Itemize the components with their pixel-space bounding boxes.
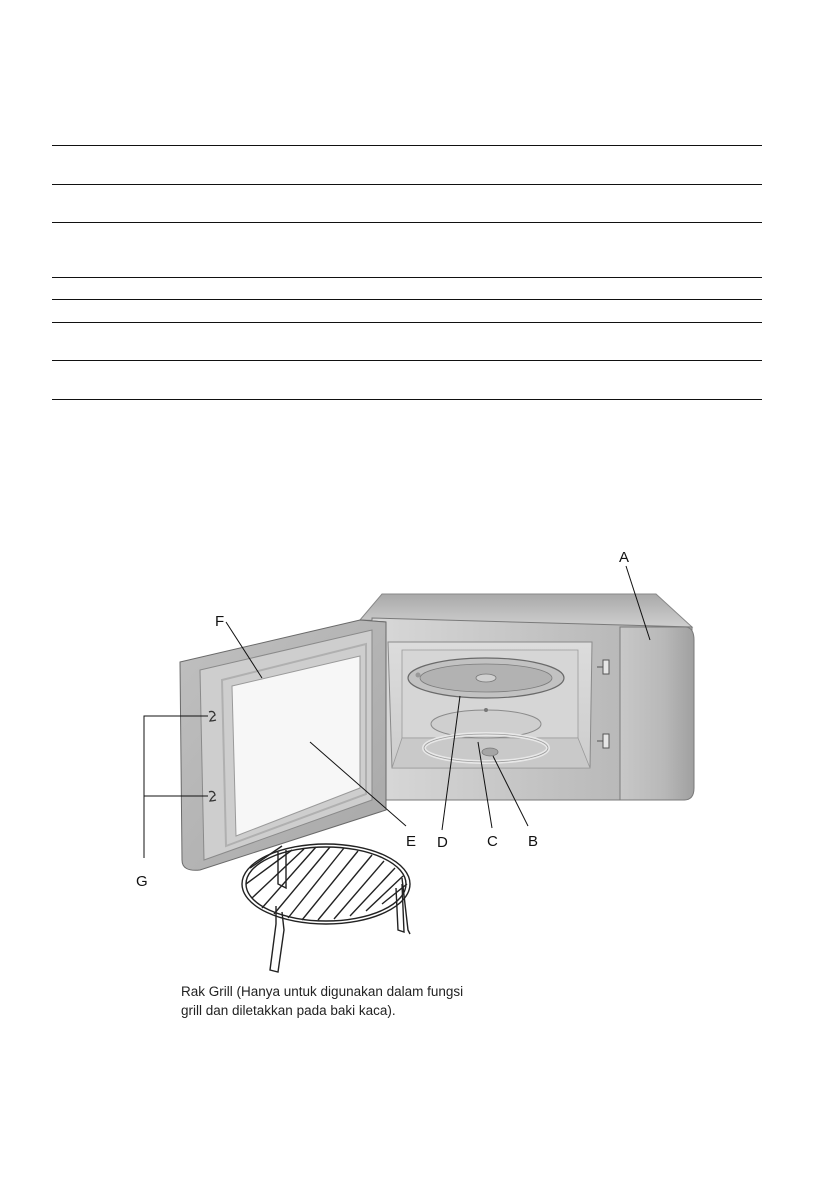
label-a: A: [619, 549, 630, 566]
table-rule-2: [52, 184, 762, 185]
table-rule-5: [52, 299, 762, 300]
table-rule-8: [52, 399, 762, 400]
label-f: F: [215, 613, 225, 630]
label-b: B: [528, 833, 539, 850]
label-c: C: [487, 833, 498, 850]
table-rule-4: [52, 277, 762, 278]
latch-hole-bottom: [603, 734, 609, 748]
microwave-diagram: [0, 530, 821, 980]
label-g: G: [136, 873, 148, 890]
grill-rack-caption: [181, 982, 481, 1020]
table-rule-3: [52, 222, 762, 223]
table-rule-1: [52, 145, 762, 146]
table-rule-6: [52, 322, 762, 323]
caption-line-2: grill dan diletakkan pada baki kaca).: [181, 1003, 396, 1018]
control-panel: [620, 627, 694, 800]
grill-rack: [242, 844, 410, 972]
label-d: D: [437, 834, 448, 851]
caption-line-1: Rak Grill (Hanya untuk digunakan dalam fungsi: [181, 984, 464, 999]
label-e: E: [406, 833, 417, 850]
coupler: [482, 748, 498, 756]
latch-hole-top: [603, 660, 609, 674]
table-rule-7: [52, 360, 762, 361]
